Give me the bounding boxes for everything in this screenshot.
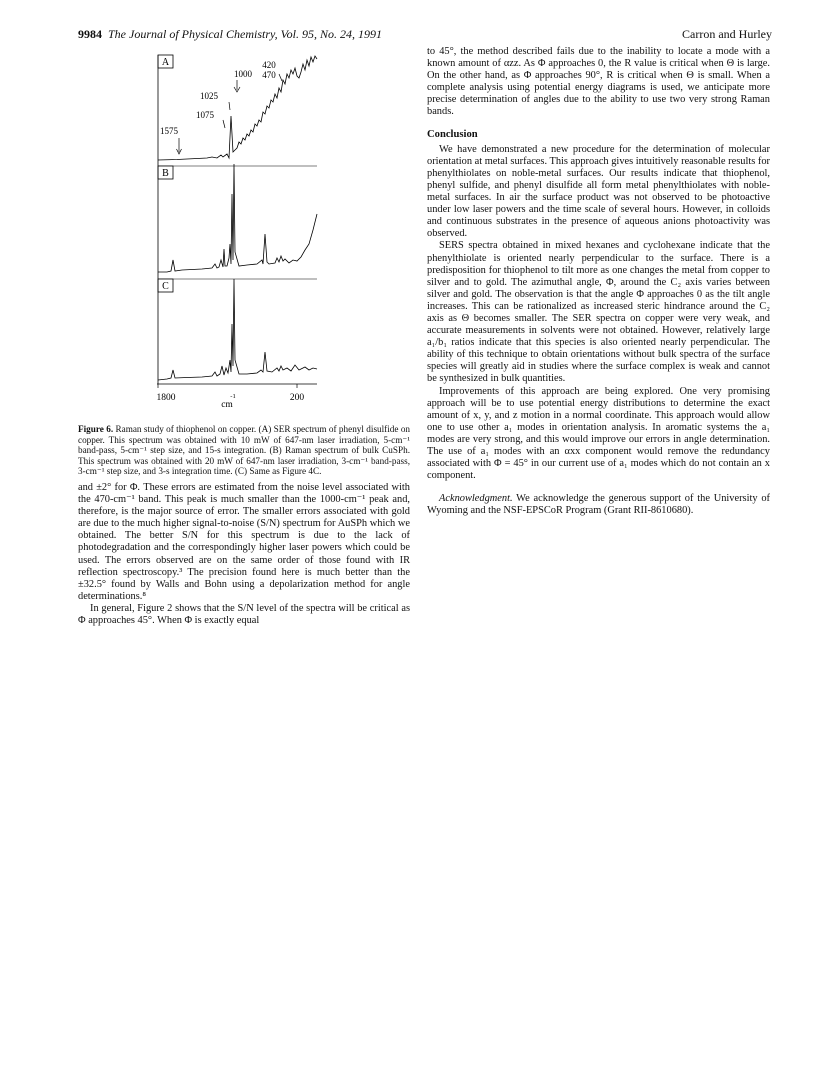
panel-c: [157, 279, 317, 384]
left-column: [78, 482, 410, 627]
acknowledgment-text: We acknowledge the generous support of the University of Wyoming and the NSF-EPSCoR Program (Grant RII-8610680).: [427, 493, 770, 517]
conclusion-paragraph-2: SERS spectra obtained in mixed hexanes and cyclohexane indicate that the phenylthiolate is oriented nearly perpendicular to the surface. There is a predisposition for thiophenol to tilt more as one changes the metal from copper to silver and to gold. The azimuthal angle, Φ, around the C₂ axis varies between silver and gold. The observation is that the angle Φ approaches 0 as the tilt angle increases. This can be rationalized as increased steric hindrance around the C₂ axis as Θ becomes smaller. The SER spectra on copper were very weak, and accurate measurements in solvents were not obtained. However, relatively large a₁/b₁ ratios indicate that this species is also oriented nearly perpendicular. The ability of this technique to obtain orientations without bulk spectra of the surface species will greatly aid in studies where the surface complex is weak and cannot be synthesized in bulk quantities.: [427, 240, 770, 385]
peak-label-1075: 1075: [196, 110, 214, 120]
x-tick-1800: 1800: [157, 393, 176, 403]
x-axis-unit: cm: [221, 400, 233, 410]
panel-a: [158, 55, 317, 166]
figure-caption: [78, 424, 410, 477]
acknowledgment-label: Acknowledgment.: [439, 493, 513, 505]
spectrum-b-trace: [158, 164, 317, 272]
page-number: 9984: [78, 27, 102, 41]
panel-c-label: C: [162, 281, 169, 292]
peak-label-1575: 1575: [160, 126, 178, 136]
panel-b: [158, 164, 317, 279]
panel-a-label: A: [161, 57, 170, 68]
right-column: [427, 46, 770, 517]
conclusion-paragraph-3: Improvements of this approach are being explored. One very promising approach will be to use potential energy distributions to determine the exact amount of x, y, and z motion in a normal coordinate. This approach would allow one to use other a₁ modes in orientation analysis. In aromatic systems the a₁ modes are very strong, and this would improve our errors in angle determination. The use of a₁ modes with an αxx component would remove the redundancy associated with Φ = 45° in our current use of a₁ modes which do not contain an x component.: [427, 385, 770, 482]
header-left: [78, 27, 382, 42]
x-axis: [157, 384, 304, 410]
right-paragraph-1: to 45°, the method described fails due to the inability to locate a mode with a known amount of αzz. As Φ approaches 0, the R value is critical when Θ is large. On the other hand, as Φ approaches 90°, R is critical when Θ is small. When a complete analysis using potential energy diagrams is used, we anticipate more precise determination of angles due to the ability to use two very strong Raman bands.: [427, 46, 770, 118]
x-tick-200: 200: [289, 393, 305, 403]
caption-label: Figure 6.: [78, 424, 114, 434]
running-head: [78, 27, 772, 43]
header-authors: Carron and Hurley: [682, 27, 772, 41]
figure-6-spectra: [157, 54, 322, 419]
conclusion-heading: Conclusion: [427, 128, 478, 140]
caption-text: Raman study of thiophenol on copper. (A) SER spectrum of phenyl disulfide on copper. This spectrum was obtained with 10 mW of 647-nm laser irradiation, 5-cm⁻¹ band-pass, 5-cm⁻¹ step size, and 15-s integration. (B) Raman spectrum of bulk CuSPh. This spectrum was obtained with 20 mW of 647-nm laser irradiation, 3-cm⁻¹ band-pass, 3-cm⁻¹ step size, and 3-s integration time. (C) Same as Figure 4C.: [78, 424, 411, 476]
conclusion-paragraph-1: We have demonstrated a new procedure for the determination of molecular orientation at metal surfaces. This approach gives intuitively reasonable results for phenylthiolates on noble-metal surfaces. Our results indicate that thiophenol, phenyl sulfide, and phenyl disulfide all form metal phenylthiolates with noble-metal surfaces. In air the surface product was not observed to be photoactive under low laser powers and the time scale of several hours. However, in colloids and continuous substrates in the presence of aqueous anions photoactivity was observed.: [427, 143, 770, 240]
spectrum-c-trace: [158, 279, 317, 380]
peak-label-1025: 1025: [200, 91, 218, 101]
peak-label-420: 420: [262, 60, 276, 70]
journal-citation: The Journal of Physical Chemistry, Vol. 95, No. 24, 1991: [108, 27, 382, 41]
panel-b-label: B: [162, 168, 169, 179]
x-unit-exponent: -1: [230, 393, 236, 400]
acknowledgment: [427, 493, 770, 517]
left-paragraph-1: and ±2° for Φ. These errors are estimated from the noise level associated with the 470-cm⁻¹ band. This peak is much smaller than the 1000-cm⁻¹ peak and, therefore, is the major source of error. The smaller errors associated with gold are due to the much higher signal-to-noise (S/N) spectrum for AuSPh which we obtained. The better S/N for this spectrum is due to the lack of photodegradation and the correspondingly higher laser powers which could be used. The errors observed are on the same order of those found with IR reflection spectroscopy.³ The precision found here is much better than the ±32.5° found by Walls and Bohn using a depolarization method for angle determinations.⁸: [78, 482, 410, 602]
left-paragraph-2: In general, Figure 2 shows that the S/N level of the spectra will be critical as Φ approaches 45°. When Φ is exactly equal: [78, 602, 410, 627]
peak-label-470: 470: [262, 70, 276, 80]
peak-label-1000: 1000: [234, 69, 252, 79]
